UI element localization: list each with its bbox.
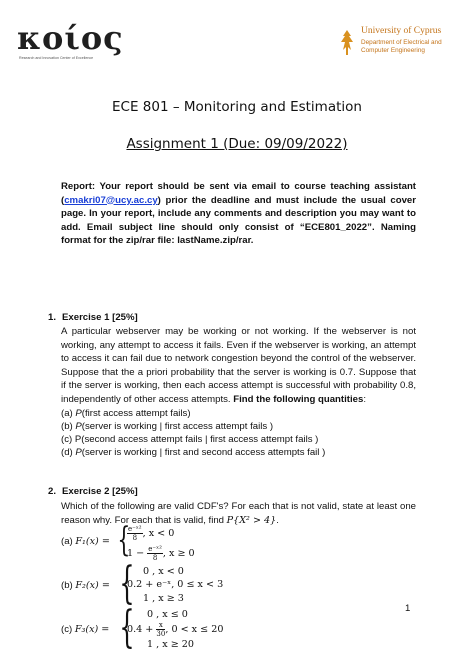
document-page: κοίος Research and Innovation Center of Excellence University of Cyprus Department of Electrical and Computer Engineering ECE 801 – Monitoring and Estimation Assignment 1 (Due: 09/09/2022) Report: Your report should be sent via email to course teaching assistant (cmakri07@ucy.ac.cy) prior the deadline and must include the usual cover page. In your report, include any comments and description you may want to add. Email subject line should only consist of “ECE801_2022”. Naming format for the zip/rar file: lastName.zip/rar. 1. Exercise 1 [25%] A particular webserver may be working or not working. If the webserver is not working, any attempt to access it fails. Even if the webserver is working, an attempt to access it can fail due to network congestion beyond the control of the webserver. Suppose that the a priori probability that the server is working is 0.7. Suppose that if the server is working, then each access attempt is successful with probability 0.8, independently of other access attempts. Find the following quantities: (a) P(first access attempt fails) (b) P(server is working | first access attempt fails ) (c) P(second access attempt fails | first access attempt fails ) (d) P(server is working | first and second access attempts fail ) 2. Exercise 2 [25%] Which of the following are valid CDF's? For each that is not valid, state at least one reason why. For each that is valid, find P{X² > 4}. (a) F₁(x) = { $\frac{\text{e⁻ˣ²}}{8}$ , x < 0 1 − $\frac{\text{e⁻ˣ²}}{8}$ , x ≥ 0 (b) F₂(x) = { 0 , x < 0 0.2 + e⁻ˣ, 0 ≤ x < 3 1 , x ≥ 3 (c) F₃(x) = { 0 , x ≤ 0 0.4 + $\frac{x}{30}$ , 0 < x ≤ 20 1 , x ≥ 20 1 [0, 0, 474, 670]
exercise-1-item-a: (a) P(first access attempt fails) [61, 408, 191, 419]
cdf-b-brace: { [119, 558, 135, 609]
exercise-1-item-c: (c) P(second access attempt fails | first access attempt fails ) [61, 434, 319, 445]
report-lead: Report: Your report should be sent via email to course teaching assistant ( [61, 181, 416, 206]
cdf-a-case-1: $\frac{\text{e⁻ˣ²}}{8}$ , x < 0 [128, 525, 175, 542]
cdf-a-brace: { [117, 520, 131, 560]
university-logo [337, 26, 462, 66]
email-link[interactable]: cmakri07@ucy.ac.cy [64, 194, 158, 206]
cdf-b-case-3: 1 , x ≥ 3 [143, 593, 184, 604]
cdf-a-function: F₁(x) = [75, 536, 110, 547]
department-line-2: Computer Engineering [361, 46, 425, 54]
koios-logo-text: κοίος [17, 19, 124, 57]
page-number: 1 [405, 603, 411, 614]
cdf-c-function: F₃(x) = [74, 624, 110, 635]
university-crest-icon [337, 28, 357, 58]
koios-logo [17, 19, 127, 64]
exercise-1-item-d: (d) P(server is working | first and second access attempts fail ) [61, 447, 326, 458]
department-name [361, 39, 461, 54]
exercise-1-heading [48, 312, 138, 323]
cdf-c-case-2: 0.4 + $\frac{x}{30}$ , 0 < x ≤ 20 [127, 621, 224, 638]
exercise-2-text: Which of the following are valid CDF's? For each that is not valid, state at least one reason why. For each that is valid, find P{X² > 4}. [61, 501, 416, 526]
exercise-2-title: Exercise 2 [25%] [62, 486, 138, 497]
koios-logo-subtitle: Research and Innovation Center of Excellence [19, 56, 94, 60]
exercise-2-number: 2. [48, 486, 57, 497]
cdf-c-case-1: 0 , x ≤ 0 [147, 609, 188, 620]
exercise-1-find: Find the following quantities [233, 393, 364, 405]
cdf-a-case-2: 1 − $\frac{\text{e⁻ˣ²}}{8}$ , x ≥ 0 [127, 545, 195, 562]
cdf-b-function: F₂(x) = [75, 580, 110, 591]
exercise-2-math: P{X² > 4} [226, 514, 277, 526]
report-instructions [61, 180, 416, 248]
cdf-b-case-1: 0 , x < 0 [143, 566, 184, 577]
exercise-1-body: A particular webserver may be working or not working. If the webserver is not working, any attempt to access it fails. Even if the webserver is working, an attempt to access it can fail due to network congestion beyond the control of the webserver. Suppose that the a priori probability that the server is working is 0.7. Suppose that if the server is working, then each access attempt is successful with probability 0.8, independently of other access attempts. [61, 326, 416, 405]
assignment-title: Assignment 1 (Due: 09/09/2022) [126, 136, 348, 152]
report-rest: ) prior the deadline and must include the usual cover page. In your report, include any comments and description you may want to add. Email subject line should only consist of “ECE801_2022”. Naming format for the zip/rar file: lastName.zip/rar. [61, 194, 416, 247]
cdf-b-case-2: 0.2 + e⁻ˣ, 0 ≤ x < 3 [127, 579, 224, 590]
cdf-c-case-3: 1 , x ≥ 20 [147, 639, 195, 650]
department-line-1: Department of Electrical and [361, 39, 442, 46]
exercise-1-find-colon: : [363, 393, 366, 405]
exercise-2-heading [48, 486, 138, 497]
exercise-1-title: Exercise 1 [25%] [62, 312, 138, 323]
cdf-c-brace: { [119, 602, 135, 653]
exercise-1-number: 1. [48, 312, 57, 323]
course-title: ECE 801 – Monitoring and Estimation [112, 99, 362, 115]
university-name: University of Cyprus [361, 26, 442, 36]
exercise-1-item-b: (b) P(server is working | first access attempt fails ) [61, 421, 274, 432]
exercise-1-text [61, 325, 416, 407]
